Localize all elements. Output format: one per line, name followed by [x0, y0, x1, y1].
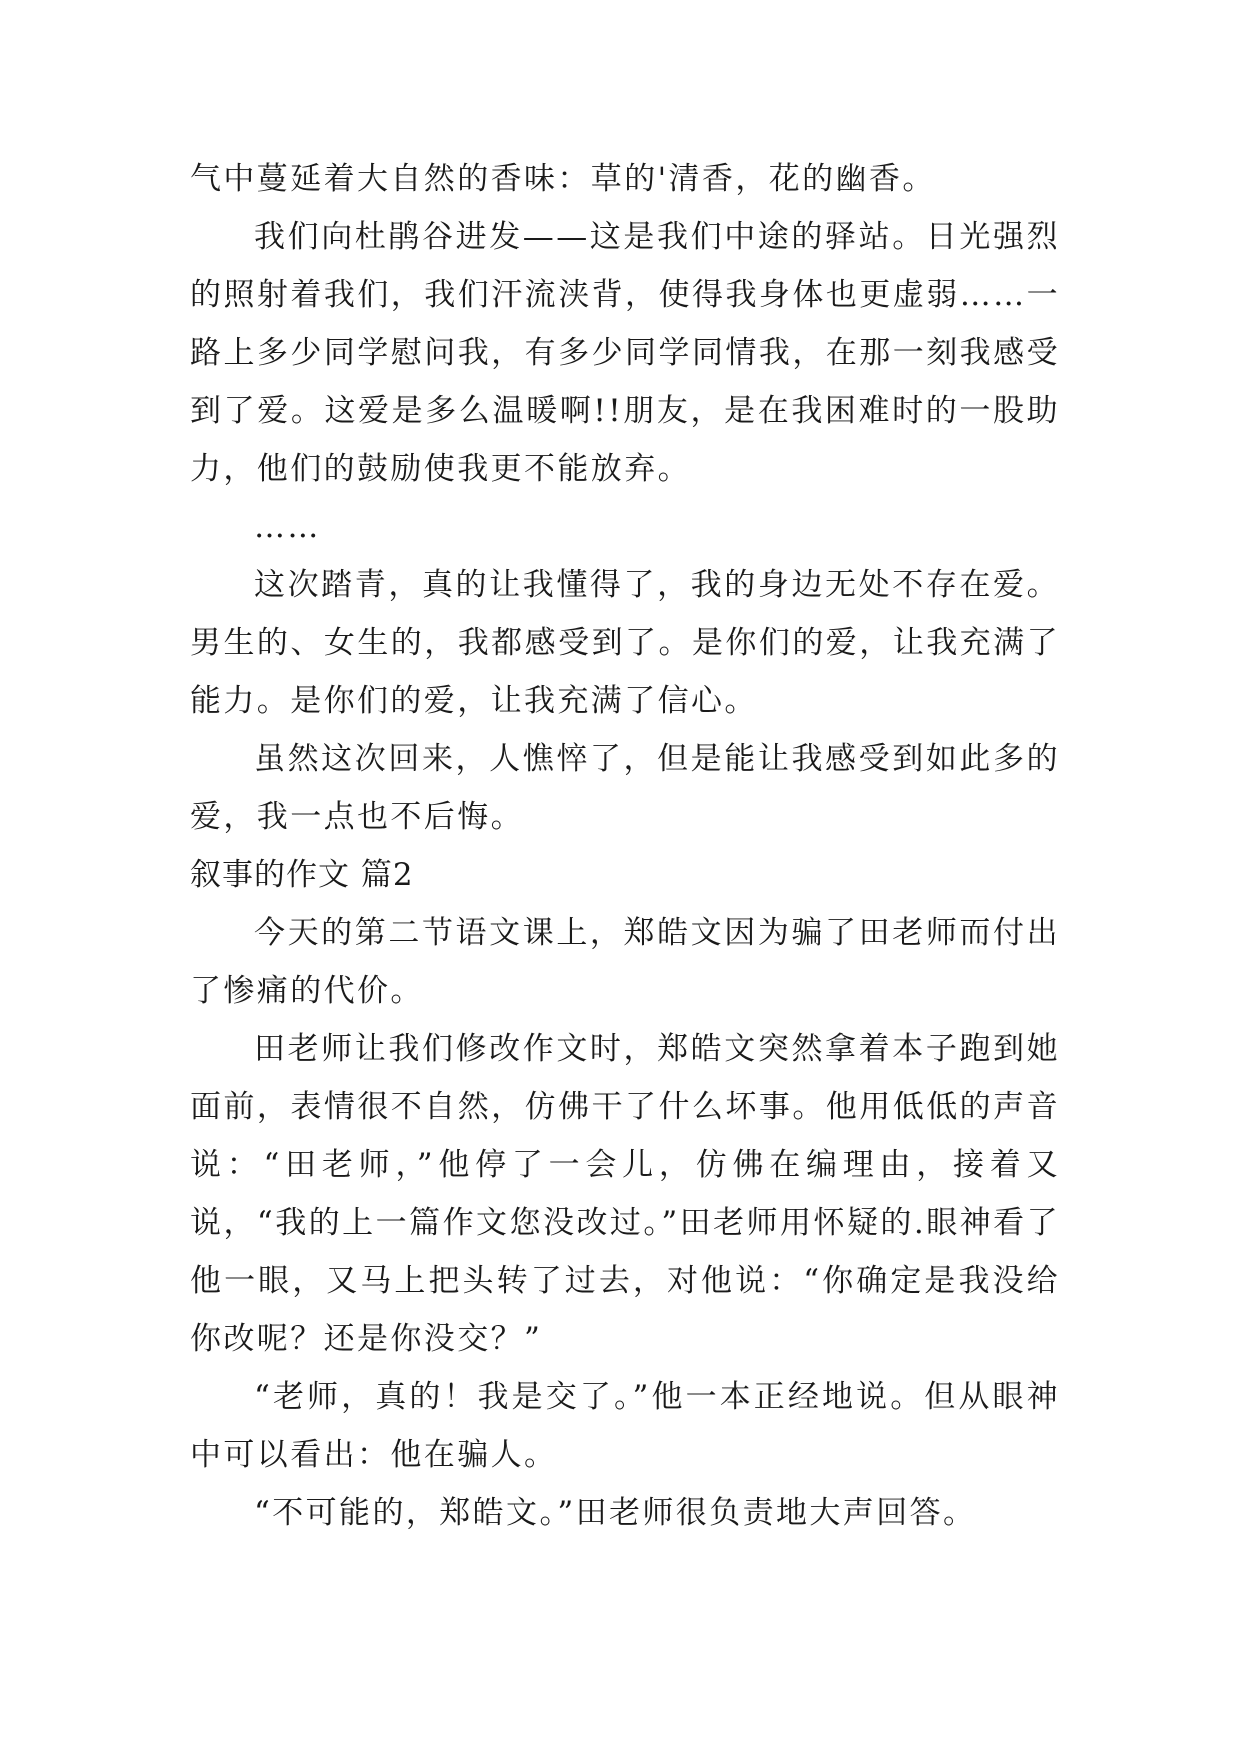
paragraph-3: 这次踏青，真的让我懂得了，我的身边无处不存在爱。男生的、女生的，我都感受到了。是你们的爱，让我充满了能力。是你们的爱，让我充满了信心。: [190, 567, 1060, 719]
paragraph-4: 虽然这次回来，人憔悴了，但是能让我感受到如此多的爱，我一点也不后悔。: [190, 741, 1060, 835]
paragraph-6: 田老师让我们修改作文时，郑皓文突然拿着本子跑到她面前，表情很不自然，仿佛干了什么坏事。他用低低的声音说：“田老师，”他停了一会儿，仿佛在编理由，接着又说，“我的上一篇作文您没改过。”田老师用怀疑的.眼神看了他一眼，又马上把头转了过去，对他说：“你确定是我没给你改呢？还是你没交？”: [190, 1031, 1060, 1357]
paragraph-2: 我们向杜鹃谷进发——这是我们中途的驿站。日光强烈的照射着我们，我们汗流浃背，使得我身体也更虚弱……一路上多少同学慰问我，有多少同学同情我，在那一刻我感受到了爱。这爱是多么温暖啊!!朋友，是在我困难时的一股助力，他们的鼓励使我更不能放弃。: [190, 219, 1060, 487]
ellipsis-paragraph: ……: [254, 509, 321, 545]
document-page: [190, 150, 1060, 1542]
paragraph-8: “不可能的，郑皓文。”田老师很负责地大声回答。: [254, 1495, 977, 1531]
section-heading: 叙事的作文 篇2: [190, 857, 414, 893]
paragraph-7: “老师，真的！我是交了。”他一本正经地说。但从眼神中可以看出：他在骗人。: [190, 1379, 1060, 1473]
paragraph-1: 气中蔓延着大自然的香味：草的'清香，花的幽香。: [190, 161, 936, 197]
paragraph-5: 今天的第二节语文课上，郑皓文因为骗了田老师而付出了惨痛的代价。: [190, 915, 1060, 1009]
